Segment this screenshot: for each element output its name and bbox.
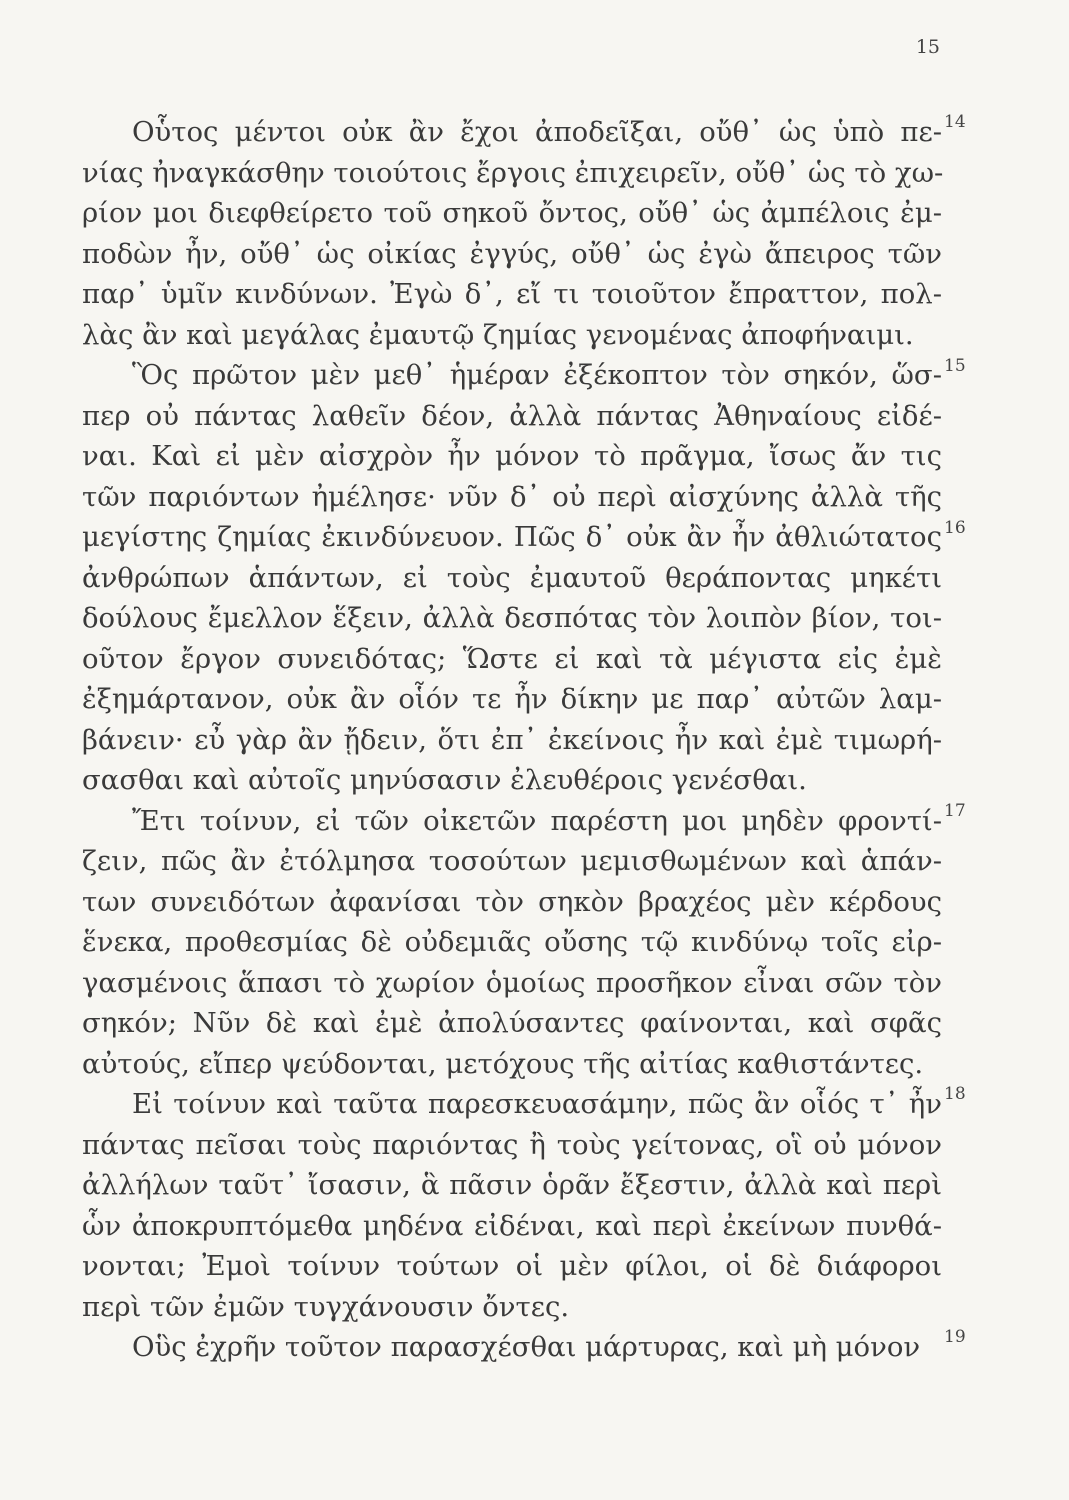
text-line: των συνειδότων ἀφανίσαι τὸν σηκὸν βραχέος μὲν κέρδους xyxy=(82,885,942,918)
text-line: μεγίστης ζημίας ἐκινδύνευον. Πῶς δ᾽ οὐκ ἂν ἦν ἀθλιώτατος xyxy=(82,521,942,553)
text-line: δούλους ἔμελλον ἕξειν, ἀλλὰ δεσπότας τὸν λοιπὸν βίον, τοι- xyxy=(82,602,942,634)
body-text xyxy=(82,112,942,1368)
text-line: ὧν ἀποκρυπτόμεθα μηδένα εἰδέναι, καὶ περὶ ἐκείνων πυνθά- xyxy=(82,1209,942,1242)
section-number: 16 xyxy=(944,518,966,538)
section-number: 17 xyxy=(944,801,966,821)
text-line: οῦτον ἔργον συνειδότας; Ὥστε εἰ καὶ τὰ μέγιστα εἰς ἐμὲ xyxy=(82,642,942,675)
page-number: 15 xyxy=(915,36,940,58)
text-line: περ οὐ πάντας λαθεῖν δέον, ἀλλὰ πάντας Ἀθηναίους εἰδέ- xyxy=(82,399,942,432)
text-line: ζειν, πῶς ἂν ἐτόλμησα τοσούτων μεμισθωμένων καὶ ἁπάν- xyxy=(82,845,942,877)
text-line: Οὗτος μέντοι οὐκ ἂν ἔχοι ἀποδεῖξαι, οὔθ᾽ ὡς ὑπὸ πε- xyxy=(132,116,942,148)
text-line: ναι. Καὶ εἰ μὲν αἰσχρὸν ἦν μόνον τὸ πρᾶγμα, ἴσως ἄν τις xyxy=(82,440,942,472)
text-line: λὰς ἂν καὶ μεγάλας ἐμαυτῷ ζημίας γενομένας ἀποφήναιμι. xyxy=(82,318,914,351)
text-line: ποδὼν ἦν, οὔθ᾽ ὡς οἰκίας ἐγγύς, οὔθ᾽ ὡς ἐγὼ ἄπειρος τῶν xyxy=(82,237,942,270)
text-line: νίας ἠναγκάσθην τοιούτοις ἔργοις ἐπιχειρεῖν, οὔθ᾽ ὡς τὸ χω- xyxy=(82,156,944,189)
text-line: νονται; Ἐμοὶ τοίνυν τούτων οἱ μὲν φίλοι, οἱ δὲ διάφοροι xyxy=(82,1250,942,1282)
text-line: ἐξημάρτανον, οὐκ ἂν οἷόν τε ἦν δίκην με παρ᾽ αὐτῶν λαμ- xyxy=(82,683,942,715)
section-number: 14 xyxy=(944,112,966,132)
text-line: τῶν παριόντων ἠμέλησε· νῦν δ᾽ οὐ περὶ αἰσχύνης ἀλλὰ τῆς xyxy=(82,480,942,513)
text-line: αὐτούς, εἴπερ ψεύδονται, μετόχους τῆς αἰτίας καθιστάντες. xyxy=(82,1047,924,1080)
text-line: Εἰ τοίνυν καὶ ταῦτα παρεσκευασάμην, πῶς ἂν οἷός τ᾽ ἦν xyxy=(132,1088,942,1120)
text-line: σηκόν; Νῦν δὲ καὶ ἐμὲ ἀπολύσαντες φαίνονται, καὶ σφᾶς xyxy=(82,1007,942,1039)
text-line: ἀλλήλων ταῦτ᾽ ἴσασιν, ἃ πᾶσιν ὁρᾶν ἔξεστιν, ἀλλὰ καὶ περὶ xyxy=(82,1169,942,1201)
text-line: Οὓς ἐχρῆν τοῦτον παρασχέσθαι μάρτυρας, καὶ μὴ μόνον xyxy=(132,1331,921,1363)
text-line: περὶ τῶν ἐμῶν τυγχάνουσιν ὄντες. xyxy=(82,1290,570,1323)
text-line: γασμένοις ἅπασι τὸ χωρίον ὁμοίως προσῆκον εἶναι σῶν τὸν xyxy=(82,966,942,999)
text-line: σασθαι καὶ αὐτοῖς μηνύσασιν ἐλευθέροις γενέσθαι. xyxy=(82,764,807,796)
text-line: Ἔτι τοίνυν, εἰ τῶν οἰκετῶν παρέστη μοι μηδὲν φροντί- xyxy=(132,804,942,837)
text-line: ἕνεκα, προθεσμίας δὲ οὐδεμιᾶς οὔσης τῷ κινδύνῳ τοῖς εἰρ- xyxy=(82,926,942,958)
text-line: Ὃς πρῶτον μὲν μεθ᾽ ἡμέραν ἐξέκοπτον τὸν σηκόν, ὥσ- xyxy=(132,359,942,391)
text-line: πάντας πεῖσαι τοὺς παριόντας ἢ τοὺς γείτονας, οἳ οὐ μόνον xyxy=(82,1128,942,1161)
section-number: 19 xyxy=(944,1327,966,1347)
section-number: 15 xyxy=(944,356,966,376)
section-number: 18 xyxy=(944,1084,966,1104)
text-line: παρ᾽ ὑμῖν κινδύνων. Ἐγὼ δ᾽, εἴ τι τοιοῦτον ἔπραττον, πολ- xyxy=(82,278,942,310)
text-line: ἀνθρώπων ἁπάντων, εἰ τοὺς ἐμαυτοῦ θεράποντας μηκέτι xyxy=(82,561,942,594)
text-line: ρίον μοι διεφθείρετο τοῦ σηκοῦ ὄντος, οὔθ᾽ ὡς ἀμπέλοις ἐμ- xyxy=(82,197,942,229)
text-line: βάνειν· εὖ γὰρ ἂν ᾔδειν, ὅτι ἐπ᾽ ἐκείνοις ἦν καὶ ἐμὲ τιμωρή- xyxy=(82,723,942,756)
